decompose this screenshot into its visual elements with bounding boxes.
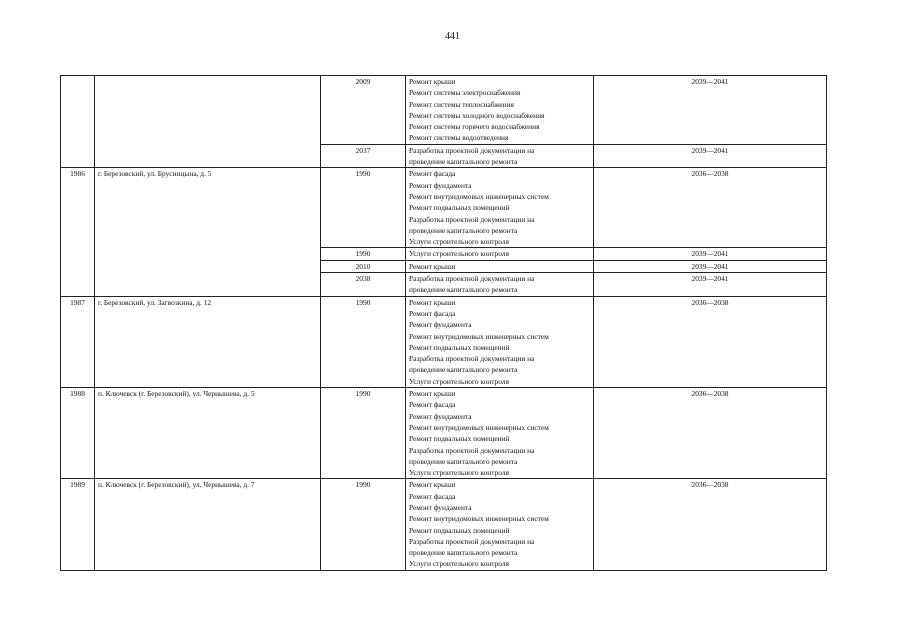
period-cell: 2039—2041 [594,76,827,145]
table-row [61,296,827,387]
work-item: Ремонт внутридомовых инженерных систем [409,422,549,432]
works-cell [406,168,594,248]
year-cell: 1990 [321,168,406,248]
year-cell: 2038 [321,273,406,297]
year-cell: 1990 [321,479,406,570]
work-item: Ремонт внутридомовых инженерных систем [409,514,549,524]
year-cell: 2010 [321,260,406,272]
work-item: Ремонт фасада [409,400,456,410]
work-item: Ремонт крыши [409,77,456,86]
works-cell [406,273,594,297]
work-item: Ремонт подвальных помещений [409,525,510,535]
works-cell [406,296,594,387]
work-item: Ремонт фасада [409,169,456,179]
year-cell: 2037 [321,144,406,168]
page-number: 441 [445,31,460,42]
work-item: Разработка проектной документации на [409,145,535,155]
work-item: проведение капитального ремонта [409,365,518,375]
building-number-cell: 1989 [61,479,95,570]
works-cell [406,260,594,272]
work-item: Ремонт фасада [409,491,456,501]
year-cell: 1990 [321,248,406,260]
work-item: Ремонт фасада [409,308,456,318]
work-item: Ремонт фундамента [409,180,472,190]
address-cell: г. Березовский, ул. Брусницына, д. 5 [95,168,321,296]
work-item: Разработка проектной документации на [409,354,535,364]
work-item: Ремонт системы теплоснабжения [409,99,514,109]
work-item: проведение капитального ремонта [409,548,518,558]
work-item: Ремонт фундамента [409,411,472,421]
work-item: Разработка проектной документации на [409,445,535,455]
work-item: Услуги строительного контроля [409,559,509,569]
period-cell: 2039—2041 [594,248,827,260]
work-item: Ремонт крыши [409,261,456,271]
building-number-cell: 1987 [61,296,95,387]
period-cell: 2036—2038 [594,479,827,570]
period-cell: 2039—2041 [594,260,827,272]
period-cell: 2039—2041 [594,273,827,297]
work-item: Разработка проектной документации на [409,536,535,546]
work-item: Ремонт крыши [409,480,456,490]
work-item: Ремонт подвальных помещений [409,342,510,352]
address-cell: п. Ключевск (г. Березовский), ул. Чернышева, д. 7 [95,479,321,570]
building-number-cell: 1988 [61,388,95,479]
work-item: Ремонт системы электроснабжения [409,88,521,98]
work-item: Ремонт внутридомовых инженерных систем [409,191,549,201]
address-cell: п. Ключевск (г. Березовский), ул. Чернышева, д. 5 [95,388,321,479]
period-cell: 2036—2038 [594,388,827,479]
work-item: Ремонт фундамента [409,502,472,512]
work-item: Услуги строительного контроля [409,237,509,247]
period-cell: 2036—2038 [594,296,827,387]
works-cell [406,248,594,260]
work-item: проведение капитального ремонта [409,285,518,295]
work-item: Ремонт внутридомовых инженерных систем [409,331,549,341]
period-cell: 2039—2041 [594,144,827,168]
work-item: Ремонт подвальных помещений [409,434,510,444]
work-item: Ремонт крыши [409,297,456,307]
work-item: Услуги строительного контроля [409,376,509,386]
table-row [61,388,827,479]
year-cell: 1990 [321,296,406,387]
works-cell [406,144,594,168]
work-item: Ремонт системы водоотведения [409,133,509,143]
work-item: Ремонт подвальных помещений [409,203,510,213]
works-cell [406,479,594,570]
work-item: Разработка проектной документации на [409,214,535,224]
repair-schedule-table [60,75,827,571]
year-cell: 2009 [321,76,406,145]
period-cell: 2036—2038 [594,168,827,248]
work-item: Услуги строительного контроля [409,468,509,478]
works-cell [406,388,594,479]
table-row [61,479,827,570]
work-item: Услуги строительного контроля [409,249,509,259]
work-item: Ремонт системы холодного водоснабжения [409,110,545,120]
address-cell: г. Березовский, ул. Загвозкина, д. 12 [95,296,321,387]
work-item: проведение капитального ремонта [409,456,518,466]
works-cell [406,76,594,145]
year-cell: 1990 [321,388,406,479]
work-item: Ремонт фундамента [409,320,472,330]
work-item: проведение капитального ремонта [409,225,518,235]
building-number-cell: 1986 [61,168,95,296]
work-item: проведение капитального ремонта [409,157,518,167]
work-item: Ремонт крыши [409,389,456,399]
address-cell [95,76,321,168]
table-row [61,168,827,248]
table-row [61,76,827,145]
building-number-cell [61,76,95,168]
work-item: Ремонт системы горячего водоснабжения [409,122,540,132]
work-item: Разработка проектной документации на [409,274,535,284]
